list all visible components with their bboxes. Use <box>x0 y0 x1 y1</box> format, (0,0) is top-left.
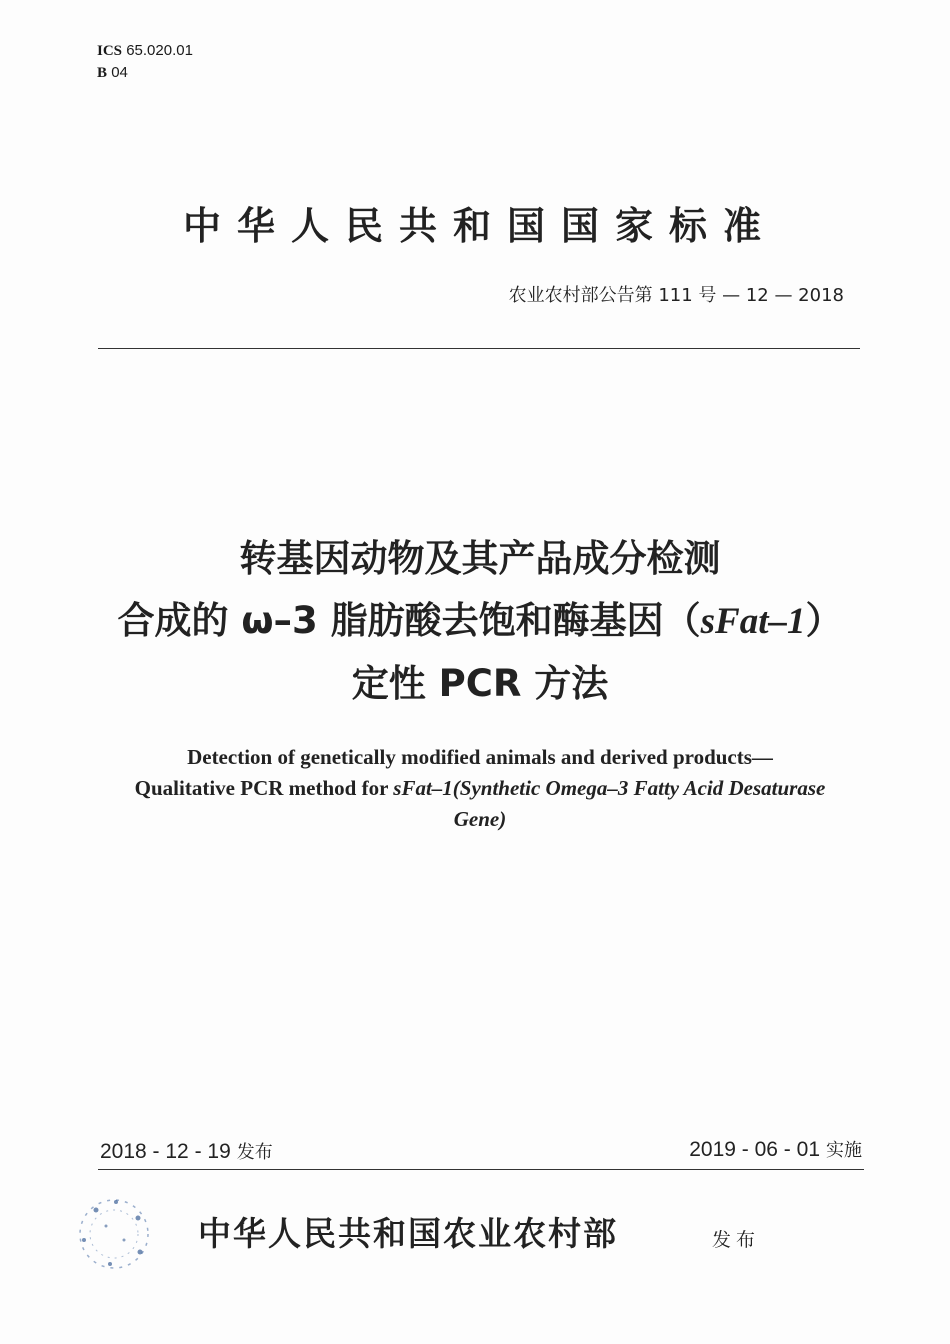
bottom-divider <box>98 1169 864 1170</box>
issue-date: 2018 - 12 - 19 <box>100 1140 231 1163</box>
ics-label: ICS <box>97 43 123 59</box>
english-title-gene-full-name: (Synthetic Omega–3 Fatty Acid Desaturase <box>452 776 826 800</box>
chinese-title <box>40 528 920 715</box>
ministry-seal-icon <box>76 1196 152 1272</box>
implementation-date: 2019 - 06 - 01 <box>689 1138 820 1161</box>
ministry-seal-graphic <box>76 1196 152 1272</box>
classification-codes <box>97 40 193 84</box>
chinese-title-gene-name: sFat–1 <box>700 601 806 642</box>
chinese-title-line-3: 定性 PCR 方法 <box>351 662 609 705</box>
national-standard-heading: 中华人民共和国国家标准 <box>182 204 777 248</box>
implementation-date-block <box>689 1136 862 1162</box>
chinese-title-line-2 <box>40 590 920 653</box>
issue-label: 发布 <box>236 1142 273 1163</box>
ics-code: 65.020.01 <box>126 42 193 59</box>
ccs-code: 04 <box>111 64 128 81</box>
english-title-gene-name: sFat–1 <box>393 776 453 800</box>
english-title-line-1: Detection of genetically modified animals and derived products— <box>187 745 773 769</box>
ccs-code-line <box>97 62 193 84</box>
chinese-title-line-2-prefix: 合成的 ω–3 脂肪酸去饱和酶基因（ <box>117 599 701 642</box>
english-title-line-3: Gene) <box>453 807 507 831</box>
ics-code-line <box>97 40 193 62</box>
issue-date-block <box>100 1138 273 1164</box>
standard-number: 农业农村部公告第 111 号 — 12 — 2018 <box>508 285 844 306</box>
top-divider <box>98 348 860 349</box>
english-title-line-2-prefix: Qualitative PCR method for <box>134 776 394 800</box>
ccs-label: B <box>97 65 108 81</box>
publisher-action: 发布 <box>712 1229 761 1251</box>
implementation-label: 实施 <box>826 1140 862 1161</box>
english-title <box>60 742 900 835</box>
publisher-name: 中华人民共和国农业农村部 <box>198 1214 618 1253</box>
english-title-line-2 <box>60 773 900 804</box>
chinese-title-line-2-suffix: ） <box>805 599 843 642</box>
chinese-title-line-1: 转基因动物及其产品成分检测 <box>239 537 721 580</box>
